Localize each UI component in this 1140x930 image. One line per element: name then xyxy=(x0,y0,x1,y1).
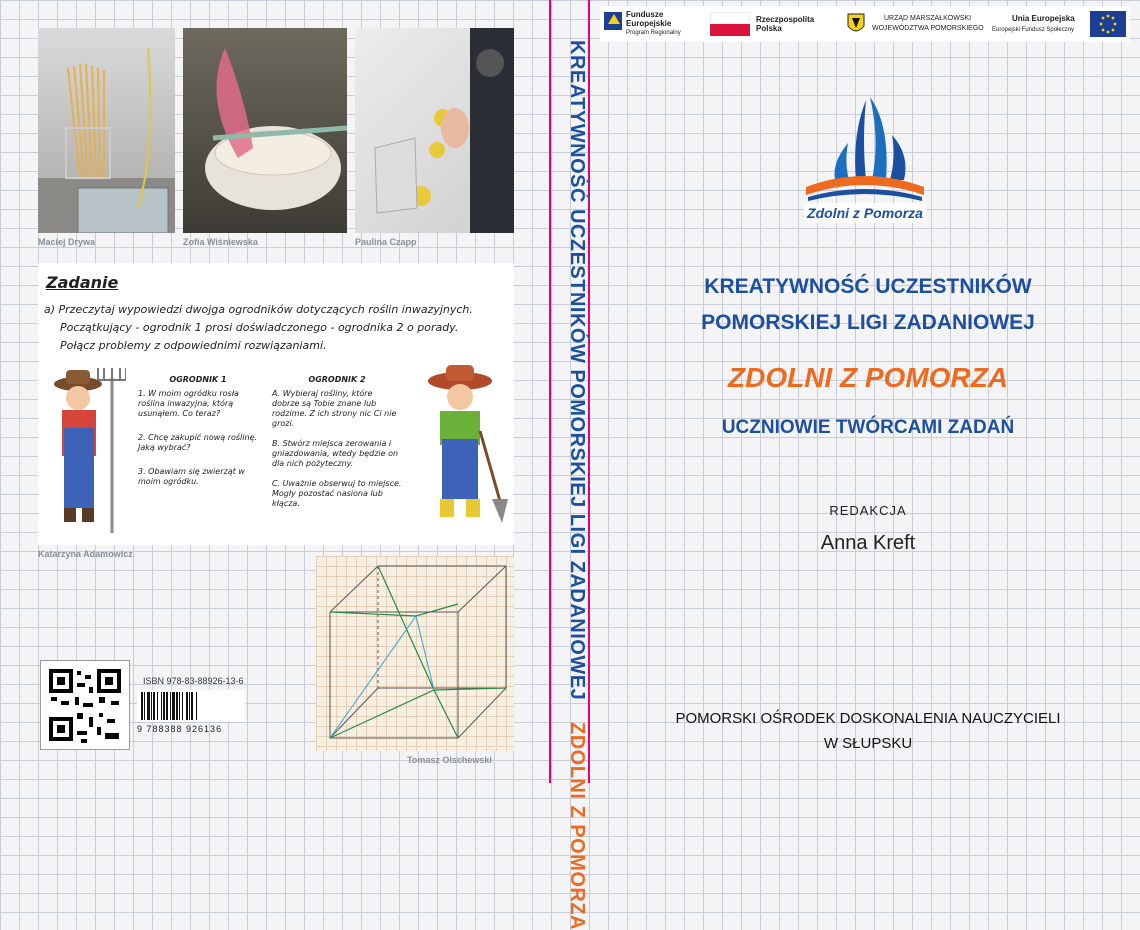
barcode-bar xyxy=(176,692,178,720)
task-sheet xyxy=(38,263,514,545)
photo-lemon-experiment xyxy=(355,28,514,233)
barcode-bar xyxy=(172,692,175,720)
task-line-1: a) Przeczytaj wypowiedzi dwojga ogrodników dotyczących roślin inwazyjnych. xyxy=(44,303,473,316)
photo-pasta-experiment xyxy=(38,28,175,233)
qr-code xyxy=(40,660,130,750)
task-line-2: Początkujący - ogrodnik 1 prosi doświadczonego - ogrodnika 2 o porady. xyxy=(60,321,459,334)
lemon-illustration xyxy=(355,28,514,233)
gardener-1-item: 2. Chcę zakupić nową roślinę. Jaką wybrać? xyxy=(138,433,258,452)
barcode-digits: 9 788388 926136 xyxy=(137,724,223,734)
barcode-bar xyxy=(179,692,180,720)
poland-flag-icon xyxy=(710,12,750,36)
photo-flame-experiment xyxy=(183,28,347,233)
barcode-bar xyxy=(144,692,145,720)
gardener-2-item: A. Wybieraj rośliny, które dobrze są Tobie znane lub rodzime. Z ich strony nic Ci nie grozi. xyxy=(272,389,397,428)
book-title-line-1: KREATYWNOŚĆ UCZESTNIKÓW xyxy=(704,275,1032,298)
sponsor-logos xyxy=(600,6,1130,42)
gardener-2-item: C. Uważnie obserwuj to miejsce. Mogły pozostać nasiona lub kłącza. xyxy=(272,479,402,508)
gardener-2-column xyxy=(272,375,402,509)
editor-name: Anna Kreft xyxy=(820,532,916,554)
barcode-bar xyxy=(161,692,162,720)
barcode-bar xyxy=(157,692,158,720)
photo-caption-2: Zofia Wiśniewska xyxy=(183,237,258,247)
gardener-2-drawing xyxy=(410,361,510,536)
qr-code-pattern xyxy=(41,661,129,749)
gardener-1-item: 3. Obawiam się zwierząt w moim ogródku. xyxy=(138,467,245,486)
isbn-label: ISBN 978-83-88926-13-6 xyxy=(143,676,244,686)
marshal-office-label: URZĄD MARSZAŁKOWSKI xyxy=(884,15,972,22)
photo-caption-3: Paulina Czapp xyxy=(355,237,417,247)
marshal-office-label: WOJEWÓDZTWA POMORSKIEGO xyxy=(872,25,984,32)
gardener-1-column xyxy=(138,375,258,487)
editor-label: REDAKCJA xyxy=(829,503,907,518)
eu-flag-icon xyxy=(1090,11,1126,37)
eu-sub-label: Europejski Fundusz Społeczny xyxy=(992,27,1075,33)
poland-label: Polska xyxy=(756,24,782,33)
barcode-bar xyxy=(166,692,168,720)
pasta-illustration xyxy=(38,28,175,233)
book-title-orange: ZDOLNI Z POMORZA xyxy=(728,362,1008,393)
barcode-bar xyxy=(186,692,188,720)
spine-left-edge xyxy=(549,0,551,783)
barcode-bar xyxy=(189,692,190,720)
gardener-1-item: 1. W moim ogródku rosła roślina inwazyjna, którą usunąłem. Co teraz? xyxy=(138,389,239,418)
photo-caption-1: Maciej Drywa xyxy=(38,237,96,247)
flame-illustration xyxy=(183,28,347,233)
barcode-bar xyxy=(170,692,171,720)
barcode-bar xyxy=(153,692,155,720)
barcode-bar xyxy=(191,692,193,720)
gardener-2-item: B. Stwórz miejsca zerowania i gniazdowania, wtedy będzie on dla nich pożyteczny. xyxy=(272,439,399,468)
eu-label: Unia Europejska xyxy=(1012,14,1075,23)
cube-sketch xyxy=(316,556,514,751)
spine-title xyxy=(552,40,588,930)
eu-funds-sub: Program Regionalny xyxy=(626,30,681,36)
drawing-caption: Tomasz Olschewski xyxy=(407,755,492,765)
barcode-bar xyxy=(163,692,165,720)
eu-funds-icon xyxy=(604,10,624,34)
publisher-line-1: POMORSKI OŚRODEK DOSKONALENIA NAUCZYCIELI xyxy=(675,710,1061,727)
poland-label: Rzeczpospolita xyxy=(756,15,815,24)
geometry-drawing xyxy=(316,556,514,751)
task-line-3: Połącz problemy z odpowiednimi rozwiązaniami. xyxy=(60,339,327,352)
spine-title-subtitle: ZDOLNI Z POMORZA xyxy=(566,722,588,930)
task-caption: Katarzyna Adamowicz xyxy=(38,549,133,559)
gardener-1-title: OGRODNIK 1 xyxy=(169,375,227,384)
pomorskie-griffin-icon xyxy=(846,12,866,36)
spine-right-edge xyxy=(588,0,590,783)
book-subtitle: UCZNIOWIE TWÓRCAMI ZADAŃ xyxy=(721,417,1015,438)
gardener-2-title: OGRODNIK 2 xyxy=(308,375,366,384)
barcode-bar xyxy=(141,692,143,720)
publisher-line-2: W SŁUPSKU xyxy=(823,735,913,752)
barcode xyxy=(137,690,245,722)
spine-title-main: KREATYWNOŚĆ UCZESTNIKÓW POMORSKIEJ LIGI ZADANIOWEJ xyxy=(566,40,588,701)
eu-funds-label: Fundusze xyxy=(626,10,664,19)
barcode-bar xyxy=(151,692,152,720)
gardener-1-drawing xyxy=(46,368,126,543)
logo-caption: Zdolni z Pomorza xyxy=(807,205,923,221)
barcode-bar xyxy=(147,692,150,720)
task-heading: Zadanie xyxy=(46,273,119,292)
book-title-line-2: POMORSKIEJ LIGI ZADANIOWEJ xyxy=(701,311,1035,334)
eu-funds-label: Europejskie xyxy=(626,19,672,28)
barcode-bar xyxy=(196,692,197,720)
barcode-bar xyxy=(182,692,183,720)
